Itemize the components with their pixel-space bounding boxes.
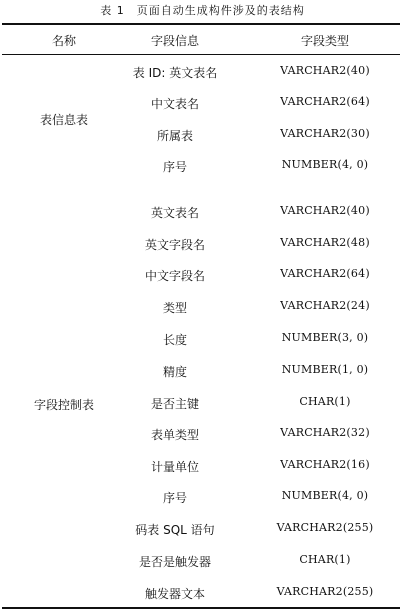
field-cell: 英文表名: [150, 206, 199, 220]
bottom-rule: [2, 607, 400, 609]
field-cell: 表单类型: [150, 428, 199, 442]
type-cell: VARCHAR2(40): [280, 204, 370, 217]
table-row: [0, 553, 405, 569]
field-cell: 类型: [162, 301, 187, 315]
type-cell: CHAR(1): [299, 553, 351, 566]
type-cell: VARCHAR2(64): [280, 95, 370, 108]
field-cell: 码表 SQL 语句: [135, 523, 215, 537]
table-row: [0, 363, 405, 379]
field-cell: 中文字段名: [144, 269, 205, 283]
type-cell: VARCHAR2(30): [280, 127, 370, 140]
header-field: 字段信息: [150, 34, 199, 48]
top-rule: [2, 23, 400, 25]
type-cell: VARCHAR2(16): [280, 458, 370, 471]
field-cell: 是否主键: [150, 397, 199, 411]
table-row: [0, 267, 405, 283]
table-row: [0, 426, 405, 442]
table-row: [0, 395, 405, 411]
header-type: 字段类型: [300, 34, 349, 48]
table-row: [0, 299, 405, 315]
table-row: [0, 204, 405, 220]
type-cell: NUMBER(3, 0): [281, 331, 369, 344]
field-cell: 表 ID: 英文表名: [132, 66, 218, 80]
type-cell: NUMBER(4, 0): [281, 158, 369, 171]
table-row: [0, 521, 405, 537]
table-row: [0, 95, 405, 111]
field-cell: 英文字段名: [144, 238, 205, 252]
table-row: [0, 489, 405, 505]
field-cell: 精度: [162, 365, 187, 379]
field-cell: 计量单位: [150, 460, 199, 474]
table-row: [0, 331, 405, 347]
table-row: [0, 127, 405, 143]
field-cell: 是否是触发器: [138, 555, 211, 569]
table-row: [0, 458, 405, 474]
group-name-table-info: 表信息表: [39, 113, 88, 127]
table-caption: 表 1 页面自动生成构件涉及的表结构: [100, 4, 305, 17]
type-cell: VARCHAR2(40): [280, 64, 370, 77]
field-cell: 序号: [162, 160, 187, 174]
type-cell: NUMBER(1, 0): [281, 363, 369, 376]
type-cell: NUMBER(4, 0): [281, 489, 369, 502]
type-cell: VARCHAR2(255): [276, 585, 374, 598]
table-row: [0, 585, 405, 601]
field-cell: 中文表名: [150, 97, 199, 111]
field-cell: 触发器文本: [144, 587, 205, 601]
type-cell: CHAR(1): [299, 395, 351, 408]
type-cell: VARCHAR2(24): [280, 299, 370, 312]
type-cell: VARCHAR2(64): [280, 267, 370, 280]
table-row: [0, 158, 405, 174]
type-cell: VARCHAR2(48): [280, 236, 370, 249]
field-cell: 序号: [162, 491, 187, 505]
field-cell: 长度: [162, 333, 187, 347]
header-rule: [2, 54, 400, 55]
table-row: [0, 64, 405, 80]
table-row: [0, 236, 405, 252]
header-name: 名称: [51, 34, 76, 48]
type-cell: VARCHAR2(32): [280, 426, 370, 439]
field-cell: 所属表: [156, 129, 193, 143]
type-cell: VARCHAR2(255): [276, 521, 374, 534]
group-name-field-control: 字段控制表: [33, 398, 94, 412]
